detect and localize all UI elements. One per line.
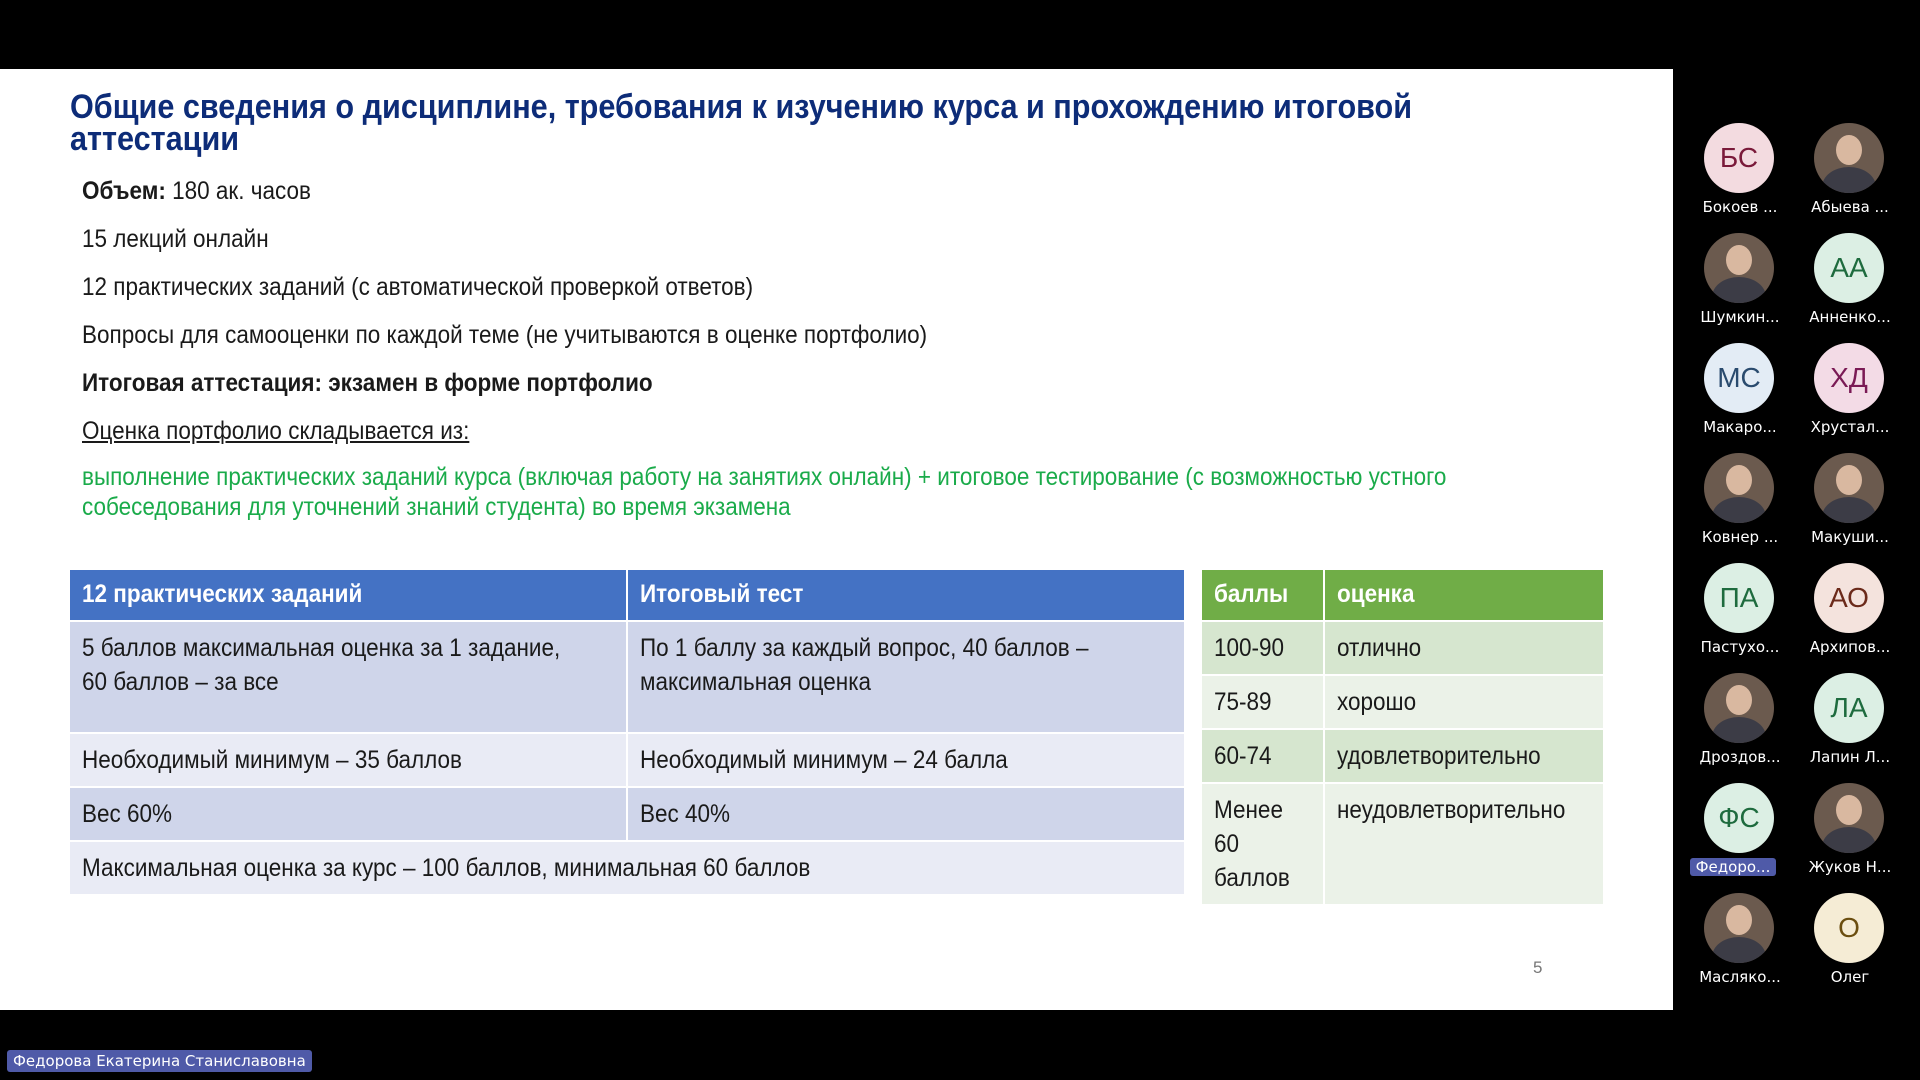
grade-header-cell: баллы — [1202, 570, 1325, 622]
person-body-shape — [1712, 277, 1766, 303]
participant-tile[interactable] — [1795, 769, 1905, 879]
participant-name: Анненко... — [1809, 308, 1891, 326]
participant-tile[interactable] — [1685, 769, 1795, 879]
volume-value: 180 ак. часов — [165, 177, 311, 205]
table-footer-row — [70, 842, 1186, 896]
slide-page-number: 5 — [1533, 958, 1543, 977]
table-cell: Необходимый минимум – 24 балла — [628, 734, 1186, 788]
person-body-shape — [1822, 497, 1876, 523]
participant-tile[interactable] — [1685, 329, 1795, 439]
participant-avatar — [1814, 343, 1884, 413]
participant-avatar — [1814, 563, 1884, 633]
participant-initials: ФС — [1718, 802, 1760, 833]
participant-avatar — [1814, 893, 1884, 963]
participant-avatar — [1704, 123, 1774, 193]
participant-name: Хрустал... — [1810, 418, 1890, 436]
person-head-shape — [1836, 135, 1862, 165]
participant-name: Пастухо... — [1700, 638, 1780, 656]
participant-initials: БС — [1719, 142, 1759, 173]
grade-cell: 75-89 — [1202, 676, 1325, 730]
participant-tile[interactable] — [1685, 219, 1795, 329]
person-body-shape — [1822, 167, 1876, 193]
participant-name: Жуков Н... — [1808, 858, 1892, 876]
participant-avatar — [1814, 233, 1884, 303]
participant-video-thumbnail — [1704, 233, 1774, 303]
grade-cell: удовлетворительно — [1325, 730, 1605, 784]
participant-video-thumbnail — [1814, 453, 1884, 523]
participant-tile[interactable] — [1685, 879, 1795, 989]
grade-header-row — [1202, 570, 1605, 622]
participant-initials: ХД — [1830, 362, 1868, 393]
volume-label: Объем: — [82, 177, 166, 205]
person-head-shape — [1726, 465, 1752, 495]
grade-header-cell: оценка — [1325, 570, 1605, 622]
person-body-shape — [1822, 827, 1876, 853]
participant-video-thumbnail — [1704, 893, 1774, 963]
participant-tile[interactable] — [1795, 109, 1905, 219]
participant-name: Абыева ... — [1811, 198, 1889, 216]
grade-row — [1202, 676, 1605, 730]
assessment-table — [70, 570, 1186, 896]
participant-tile[interactable] — [1685, 549, 1795, 659]
table-cell: Вес 60% — [70, 788, 628, 842]
person-body-shape — [1712, 937, 1766, 963]
participant-initials: О — [1838, 912, 1860, 943]
grade-row — [1202, 784, 1605, 906]
lectures-line: 15 лекций онлайн — [82, 225, 269, 253]
portfolio-heading: Оценка портфолио складывается из: — [82, 417, 470, 445]
table-cell: Вес 40% — [628, 788, 1186, 842]
person-head-shape — [1726, 905, 1752, 935]
table-header-cell: 12 практических заданий — [70, 570, 628, 622]
table-header-row — [70, 570, 1186, 622]
participant-name: Лапин Л... — [1809, 748, 1891, 766]
participant-name: Бокоев ... — [1702, 198, 1778, 216]
participant-tile[interactable] — [1795, 329, 1905, 439]
table-row — [70, 788, 1186, 842]
volume-line — [82, 177, 311, 206]
table-cell: 5 баллов максимальная оценка за 1 задание, 60 баллов – за все — [70, 622, 628, 734]
table-row — [70, 734, 1186, 788]
participant-name: Дроздов... — [1699, 748, 1781, 766]
participant-name: Олег — [1830, 968, 1870, 986]
participant-name: Масляко... — [1699, 968, 1781, 986]
person-body-shape — [1712, 717, 1766, 743]
participant-avatar — [1704, 343, 1774, 413]
participant-tile[interactable] — [1795, 439, 1905, 549]
person-head-shape — [1726, 685, 1752, 715]
participant-video-thumbnail — [1704, 453, 1774, 523]
grade-cell: хорошо — [1325, 676, 1605, 730]
participant-video-thumbnail — [1814, 783, 1884, 853]
participant-video-thumbnail — [1704, 673, 1774, 743]
table-row — [70, 622, 1186, 734]
participant-tile[interactable] — [1795, 219, 1905, 329]
final-attestation-line: Итоговая аттестация: экзамен в форме портфолио — [82, 369, 653, 397]
participant-initials: ПА — [1719, 582, 1759, 613]
participant-name: Макаро... — [1703, 418, 1777, 436]
participant-tile[interactable] — [1795, 879, 1905, 989]
person-head-shape — [1836, 795, 1862, 825]
table-cell: По 1 баллу за каждый вопрос, 40 баллов – максимальная оценка — [628, 622, 1186, 734]
participant-name: Макуши... — [1811, 528, 1889, 546]
grade-cell: Менее 60 баллов — [1202, 784, 1325, 906]
participant-avatar — [1814, 673, 1884, 743]
table-footer-cell: Максимальная оценка за курс – 100 баллов, минимальная 60 баллов — [70, 842, 1186, 896]
participant-name: Архипов... — [1809, 638, 1891, 656]
table-cell: Необходимый минимум – 35 баллов — [70, 734, 628, 788]
participant-gallery — [1673, 69, 1920, 1010]
participant-tile[interactable] — [1685, 659, 1795, 769]
participant-initials: АА — [1830, 252, 1868, 283]
participant-tile[interactable] — [1795, 659, 1905, 769]
person-head-shape — [1836, 465, 1862, 495]
participant-initials: АО — [1829, 582, 1869, 613]
grade-cell: отлично — [1325, 622, 1605, 676]
portfolio-text: выполнение практических заданий курса (включая работу на занятиях онлайн) + итоговое тестирование (с возможностью устного собеседования для уточнений знаний студента) во время экзамена — [82, 463, 1447, 521]
grade-cell: неудовлетворительно — [1325, 784, 1605, 906]
practicals-line: 12 практических заданий (с автоматической проверкой ответов) — [82, 273, 754, 301]
self-check-line: Вопросы для самооценки по каждой теме (не учитываются в оценке портфолио) — [82, 321, 928, 349]
person-head-shape — [1726, 245, 1752, 275]
grade-table — [1202, 570, 1605, 906]
participant-name: Ковнер ... — [1701, 528, 1779, 546]
person-body-shape — [1712, 497, 1766, 523]
participant-avatar — [1704, 783, 1774, 853]
active-speaker-label: Федорова Екатерина Станиславовна — [7, 1050, 312, 1072]
participant-tile[interactable] — [1795, 549, 1905, 659]
grade-row — [1202, 730, 1605, 784]
participant-tile[interactable] — [1685, 439, 1795, 549]
participant-initials: ЛА — [1830, 692, 1868, 723]
grade-cell: 60-74 — [1202, 730, 1325, 784]
participant-tile[interactable] — [1685, 109, 1795, 219]
participant-name: Федоро... — [1690, 858, 1776, 876]
presentation-slide — [0, 69, 1673, 1010]
participant-video-thumbnail — [1814, 123, 1884, 193]
grade-row — [1202, 622, 1605, 676]
grade-cell: 100-90 — [1202, 622, 1325, 676]
table-header-cell: Итоговый тест — [628, 570, 1186, 622]
participant-initials: МС — [1717, 362, 1761, 393]
participant-avatar — [1704, 563, 1774, 633]
participant-name: Шумкин... — [1700, 308, 1780, 326]
slide-title: Общие сведения о дисциплине, требования к изучению курса и прохождению итоговой аттестации — [70, 88, 1413, 158]
